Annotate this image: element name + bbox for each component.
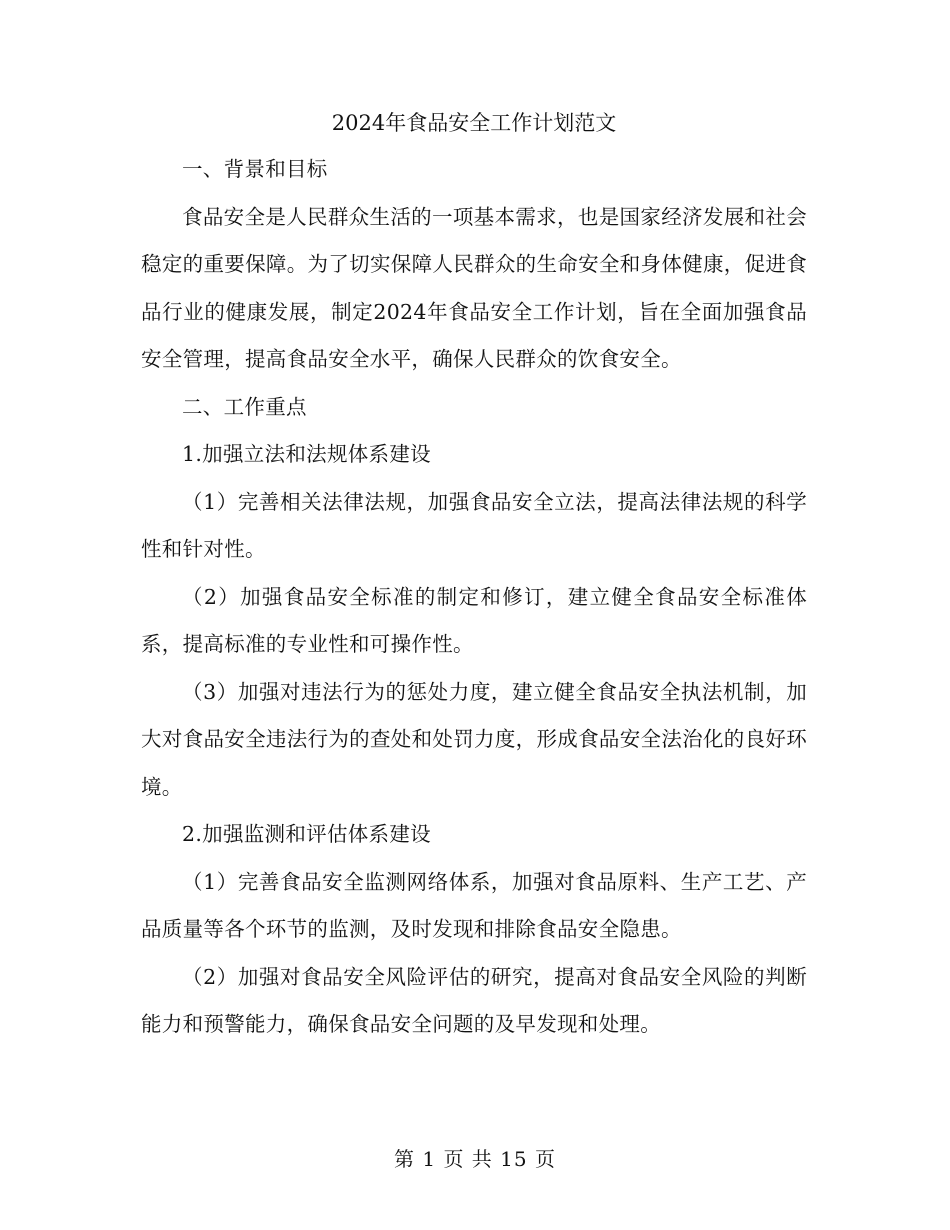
document-title: 2024年食品安全工作计划范文 — [331, 111, 617, 135]
page-number-footer: 第 1 页 共 15 页 — [394, 1147, 556, 1171]
section-heading-focus: 二、工作重点 — [182, 394, 307, 419]
list-item-monitoring-1: （1）完善食品安全监测网络体系，加强对食品原料、生产工艺、产品质量等各个环节的监测，及时发现和排除食品安全隐患。 — [141, 869, 807, 941]
subheading-legislation: 1.加强立法和法规体系建设 — [182, 442, 431, 466]
list-item-legislation-2: （2）加强食品安全标准的制定和修订，建立健全食品安全标准体系，提高标准的专业性和可操作性。 — [141, 584, 807, 656]
list-item-legislation-3: （3）加强对违法行为的惩处力度，建立健全食品安全执法机制，加大对食品安全违法行为的查处和处罚力度，形成食品安全法治化的良好环境。 — [141, 679, 807, 799]
paragraph-intro: 食品安全是人民群众生活的一项基本需求，也是国家经济发展和社会稳定的重要保障。为了切实保障人民群众的生命安全和身体健康，促进食品行业的健康发展，制定2024年食品安全工作计划，旨在全面加强食品安全管理，提高食品安全水平，确保人民群众的饮食安全。 — [141, 204, 807, 371]
list-item-legislation-1: （1）完善相关法律法规，加强食品安全立法，提高法律法规的科学性和针对性。 — [141, 489, 807, 561]
list-item-monitoring-2: （2）加强对食品安全风险评估的研究，提高对食品安全风险的判断能力和预警能力，确保食品安全问题的及早发现和处理。 — [141, 964, 807, 1036]
section-heading-background: 一、背景和目标 — [182, 157, 328, 181]
document-body — [141, 100, 807, 1049]
subheading-monitoring: 2.加强监测和评估体系建设 — [182, 822, 431, 846]
